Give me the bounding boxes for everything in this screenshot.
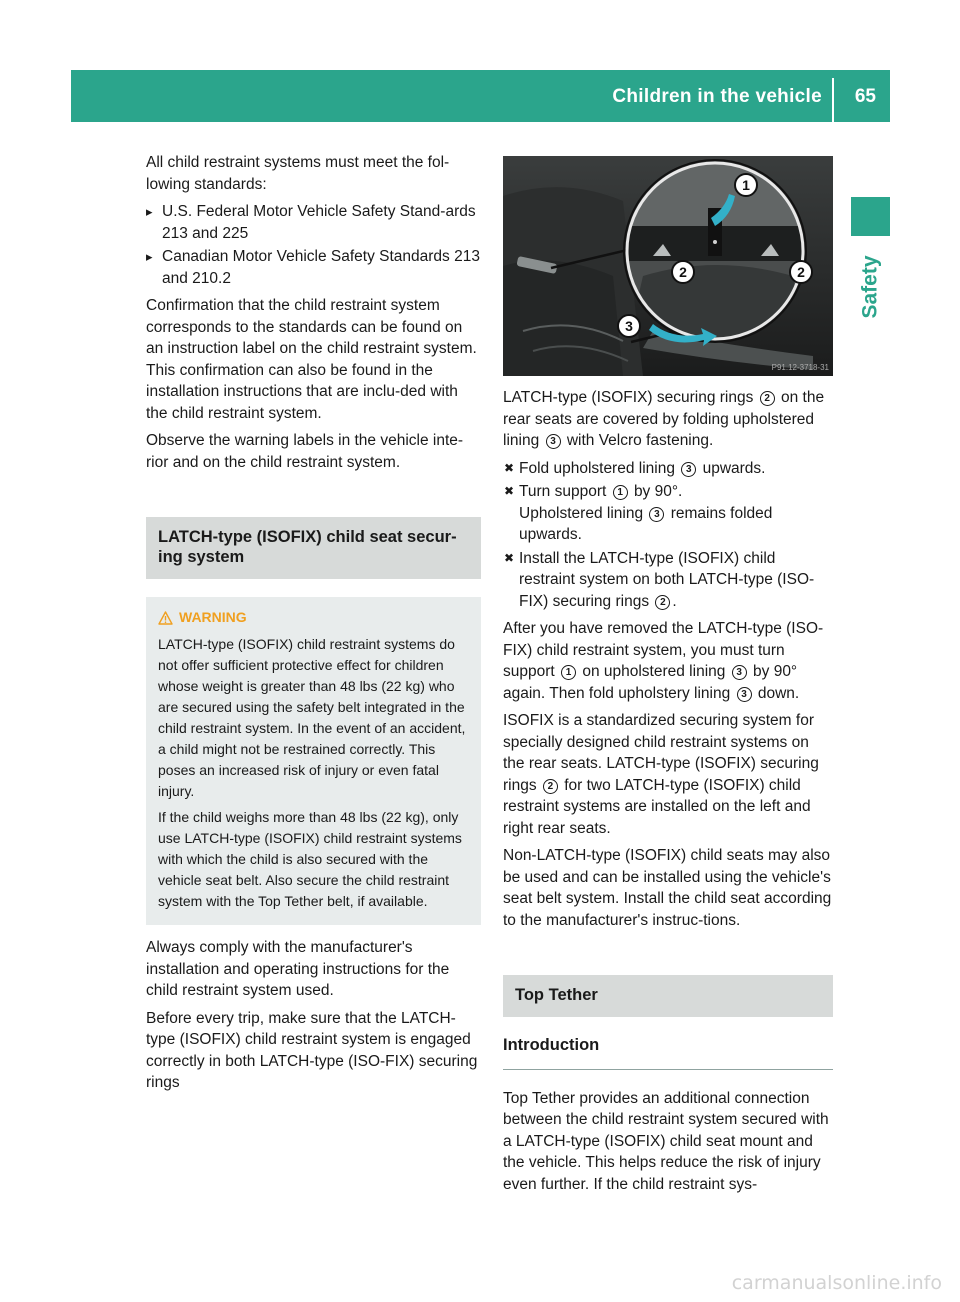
warning-box xyxy=(146,597,481,925)
non-latch-paragraph: Non-LATCH-type (ISOFIX) child seats may also be used and can be installed using the vehicle's seat belt system. Install the child seat according to the manufacturer's instruc-tions. xyxy=(503,847,832,929)
manufacturer-paragraph: Always comply with the manufacturer's installation and operating instructions for the child restraint system used. xyxy=(146,939,450,999)
page-number: 65 xyxy=(854,86,876,107)
step-item xyxy=(503,458,833,480)
warning-triangle-icon xyxy=(158,611,173,625)
marker-3: 3 xyxy=(649,507,664,522)
paragraph-text: After you have removed the LATCH-type (ISO-FIX) child restraint system, you must turn support xyxy=(503,620,824,680)
svg-text:3: 3 xyxy=(625,318,633,334)
warning-title xyxy=(158,607,471,628)
warning-text: LATCH-type (ISOFIX) child restraint systems do not offer sufficient protective effect for children whose weight is greater than 48 lbs (22 kg) who are secured using the safety belt integrated in the child restraint system. In the event of an accident, a child might not be restrained correctly. This poses an increased risk of injury or even fatal injury. xyxy=(158,636,466,799)
header-divider xyxy=(832,78,834,122)
caption-text: on the rear seats are covered by folding upholstered lining xyxy=(503,389,825,449)
marker-3: 3 xyxy=(546,434,561,449)
figure-caption xyxy=(503,387,833,452)
section-tab[interactable] xyxy=(852,242,890,332)
confirmation-paragraph: Confirmation that the child restraint system corresponds to the standards can be found on an instruction label on the child restraint system. This confirmation can also be found in the installation instructions that are inclu-ded with the child restraint system. xyxy=(146,297,477,422)
marker-3: 3 xyxy=(732,665,747,680)
callout-3 xyxy=(618,315,640,337)
chapter-title: Children in the vehicle xyxy=(612,86,822,107)
paragraph-text: for two LATCH-type (ISOFIX) child restraint systems are installed on the left and right rear seats. xyxy=(503,776,811,837)
step-text: Install the LATCH-type (ISOFIX) child restraint system on both LATCH-type (ISO-FIX) securing rings xyxy=(519,549,815,610)
marker-2: 2 xyxy=(543,779,558,794)
list-item: ▸ Canadian Motor Vehicle Safety Standards 213 and 210.2 xyxy=(146,246,481,289)
image-code: P91.12-3718-31 xyxy=(771,363,829,372)
top-tether-paragraph: Top Tether provides an additional connection between the child restraint system secured with a LATCH-type (ISOFIX) child seat mount and the vehicle. This helps reduce the risk of injury even further. If the child restraint sys- xyxy=(503,1089,829,1193)
isofix-paragraph xyxy=(503,710,833,839)
callout-1 xyxy=(735,174,757,196)
paragraph-text: down. xyxy=(757,684,800,702)
svg-text:1: 1 xyxy=(742,177,750,193)
step-text: Upholstered lining xyxy=(519,504,644,522)
section-heading-latch: LATCH-type (ISOFIX) child seat secur-ing system xyxy=(146,517,481,579)
subheading-introduction: Introduction xyxy=(503,1035,833,1070)
step-text: upwards. xyxy=(702,459,766,477)
after-removal-paragraph xyxy=(503,618,833,704)
intro-paragraph: All child restraint systems must meet the fol-lowing standards: xyxy=(146,154,450,193)
step-item xyxy=(503,548,833,613)
warning-text: If the child weighs more than 48 lbs (22 kg), only use LATCH-type (ISOFIX) child restraint systems with which the child is also secured with the vehicle seat belt. Also secure the child restraint system with the Top Tether belt, if available. xyxy=(158,809,462,909)
list-item: ▸ U.S. Federal Motor Vehicle Safety Stand-ards 213 and 225 xyxy=(146,201,481,244)
step-text: Turn support xyxy=(519,483,607,500)
paragraph-text: ISOFIX is a standardized securing system for specially designed child restraint systems on the rear seats. LATCH-type (ISOFIX) securing rings xyxy=(503,712,819,794)
right-column xyxy=(503,387,833,1201)
marker-2: 2 xyxy=(760,391,775,406)
watermark: carmanualsonline.info xyxy=(731,1272,942,1294)
instruction-steps xyxy=(503,458,833,613)
marker-3: 3 xyxy=(737,687,752,702)
caption-text: with Velcro fastening. xyxy=(566,432,714,449)
step-text: Fold upholstered lining xyxy=(519,459,675,477)
step-text: by 90°. xyxy=(633,483,683,500)
isofix-figure xyxy=(503,156,833,376)
warning-label: WARNING xyxy=(179,609,247,625)
step-item xyxy=(503,481,833,546)
isofix-illustration xyxy=(503,156,833,376)
callout-2-right xyxy=(790,261,812,283)
section-tab-marker xyxy=(851,197,890,236)
left-column xyxy=(146,152,481,1100)
step-text: remains folded upwards. xyxy=(519,504,773,543)
marker-1: 1 xyxy=(613,485,628,500)
page-header xyxy=(71,70,890,122)
marker-1: 1 xyxy=(561,665,576,680)
standards-list xyxy=(146,201,481,289)
before-trip-paragraph: Before every trip, make sure that the LATCH-type (ISOFIX) child restraint system is engaged correctly in both LATCH-type (ISO-FIX) securing rings xyxy=(146,1009,478,1091)
marker-3: 3 xyxy=(681,462,696,477)
step-text: . xyxy=(672,592,677,610)
paragraph-text: on upholstered lining xyxy=(582,663,726,680)
svg-text:2: 2 xyxy=(679,264,687,280)
warning-labels-paragraph: Observe the warning labels in the vehicle inte-rior and on the child restraint system. xyxy=(146,432,464,471)
section-heading-top-tether: Top Tether xyxy=(503,975,833,1017)
callout-2-left xyxy=(672,261,694,283)
paragraph-text: by 90° again. Then fold upholstery lining xyxy=(503,663,798,702)
marker-2: 2 xyxy=(655,595,670,610)
caption-text: LATCH-type (ISOFIX) securing rings xyxy=(503,389,754,406)
section-tab-label: Safety xyxy=(859,255,882,319)
svg-text:2: 2 xyxy=(797,264,805,280)
